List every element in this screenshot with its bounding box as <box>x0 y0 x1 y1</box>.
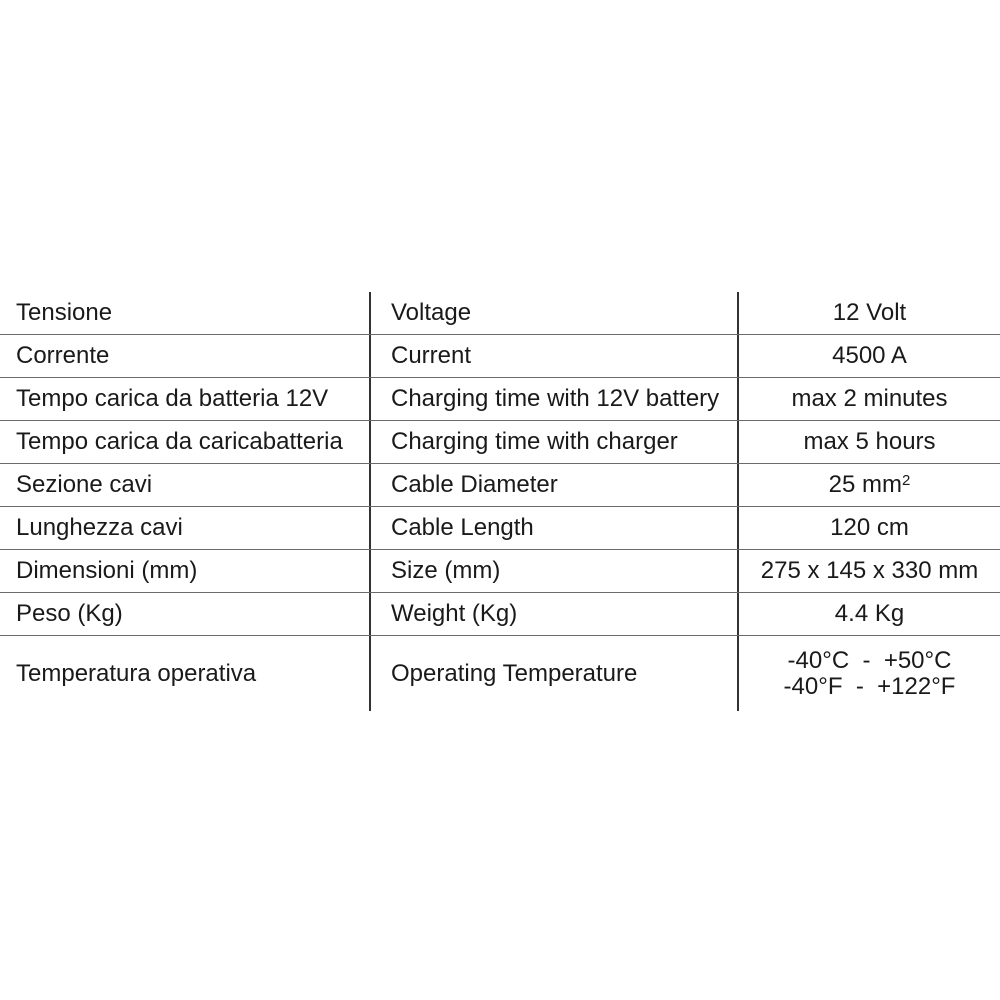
table-row <box>0 378 1000 421</box>
italian-label: Temperatura operativa <box>0 636 371 711</box>
spec-value-text: 25 mm <box>828 471 902 498</box>
italian-label: Dimensioni (mm) <box>0 550 371 592</box>
table-row <box>0 507 1000 550</box>
table-row <box>0 550 1000 593</box>
english-label: Voltage <box>371 292 739 334</box>
spec-value: 4500 A <box>832 342 907 369</box>
fahrenheit-range: -40°F - +122°F <box>783 672 956 700</box>
table-row <box>0 292 1000 335</box>
table-row <box>0 593 1000 636</box>
italian-label: Corrente <box>0 335 371 377</box>
spec-value <box>739 636 1000 711</box>
table-row <box>0 636 1000 711</box>
table-row <box>0 421 1000 464</box>
italian-label: Tempo carica da batteria 12V <box>0 378 371 420</box>
spec-value: 25 mm $^2$ <box>828 471 911 498</box>
italian-label: Lunghezza cavi <box>0 507 371 549</box>
spec-value: max 5 hours <box>803 428 936 455</box>
italian-label: Tensione <box>0 292 371 334</box>
spec-value: 120 cm <box>830 514 909 541</box>
celsius-range: -40°C - +50°C <box>787 647 952 675</box>
italian-label: Tempo carica da caricabatteria <box>0 421 371 463</box>
spec-value: 275 x 145 x 330 mm <box>760 557 979 584</box>
english-label: Charging time with charger <box>371 421 739 463</box>
spec-value: max 2 minutes <box>791 385 948 412</box>
english-label: Cable Diameter <box>371 464 739 506</box>
italian-label: Sezione cavi <box>0 464 371 506</box>
italian-label: Peso (Kg) <box>0 593 371 635</box>
spec-value: 4.4 Kg <box>834 600 905 627</box>
table-row <box>0 464 1000 507</box>
english-label: Operating Temperature <box>371 636 739 711</box>
english-label: Size (mm) <box>371 550 739 592</box>
spec-value: 12 Volt <box>832 299 907 326</box>
table-row <box>0 335 1000 378</box>
temperature-range <box>784 648 956 698</box>
english-label: Current <box>371 335 739 377</box>
english-label: Cable Length <box>371 507 739 549</box>
spec-table <box>0 292 1000 711</box>
english-label: Charging time with 12V battery <box>371 378 739 420</box>
english-label: Weight (Kg) <box>371 593 739 635</box>
